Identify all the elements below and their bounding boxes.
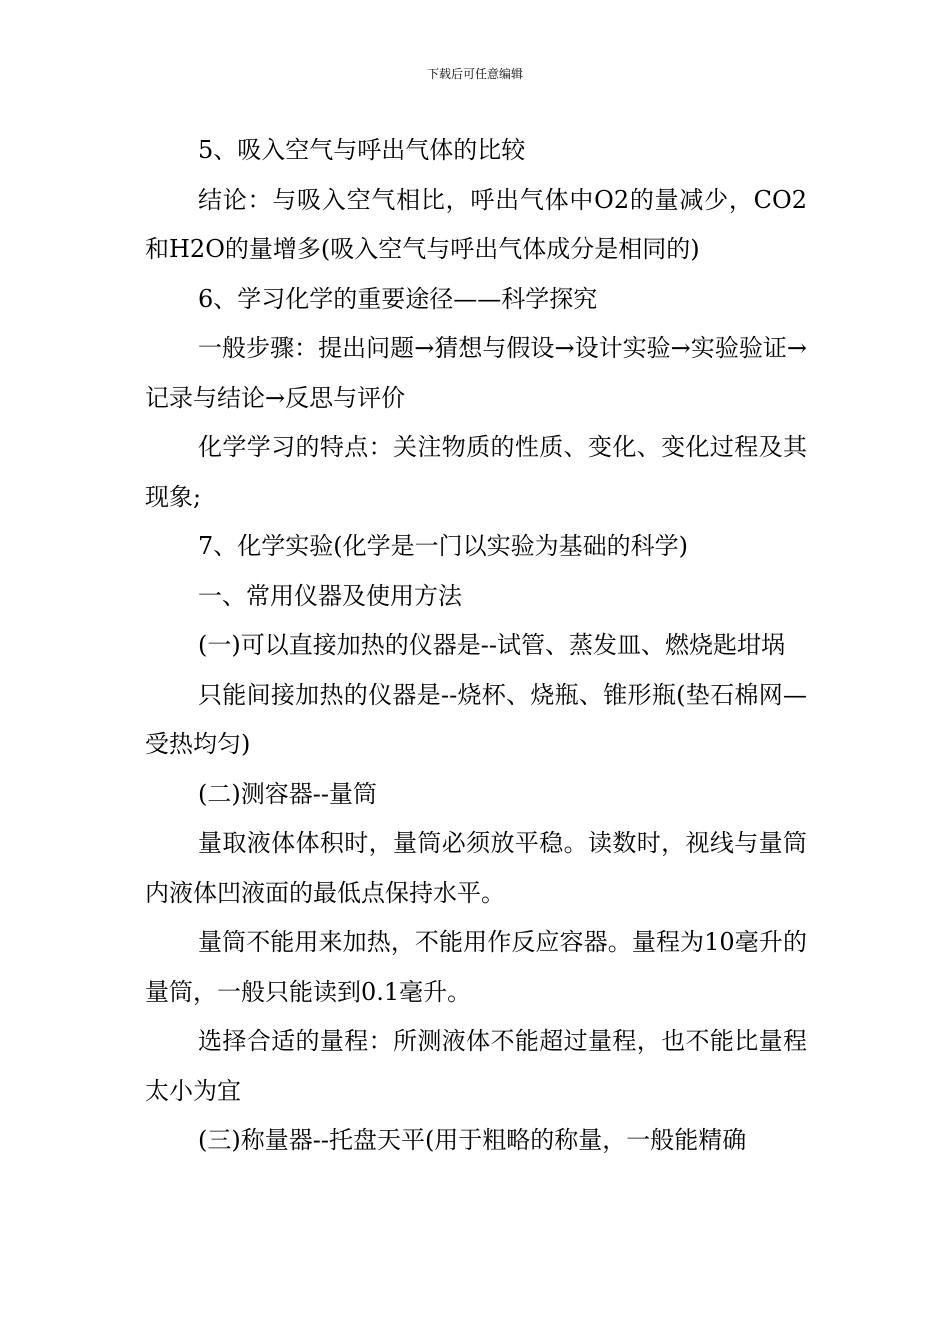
paragraph-2: 结论：与吸入空气相比，呼出气体中O2的量减少，CO2和H2O的量增多(吸入空气与呼出气体成分是相同的) (145, 185, 807, 263)
document-body (145, 126, 807, 1166)
paragraph-5: 化学学习的特点：关注物质的性质、变化、变化过程及其现象; (145, 433, 807, 511)
paragraph-9: 只能间接加热的仪器是--烧杯、烧瓶、锥形瓶(垫石棉网—受热均匀) (145, 680, 807, 758)
paragraph-6: 7、化学实验(化学是一门以实验为基础的科学) (198, 532, 688, 560)
paragraph-1: 5、吸入空气与呼出气体的比较 (198, 136, 526, 164)
paragraph-7: 一、常用仪器及使用方法 (198, 581, 462, 610)
paragraph-3: 6、学习化学的重要途径——科学探究 (198, 284, 598, 313)
paragraph-10: (二)测容器--量筒 (198, 779, 377, 808)
paragraph-8: (一)可以直接加热的仪器是--试管、蒸发皿、燃烧匙坩埚 (198, 631, 785, 659)
page-header: 下载后可任意编辑 (426, 67, 523, 81)
paragraph-14: (三)称量器--托盘天平(用于粗略的称量，一般能精确 (198, 1126, 747, 1154)
paragraph-13: 选择合适的量程：所测液体不能超过量程，也不能比量程太小为宜 (145, 1027, 807, 1105)
paragraph-11: 量取液体体积时，量筒必须放平稳。读数时，视线与量筒内液体凹液面的最低点保持水平。 (145, 829, 807, 907)
paragraph-12: 量筒不能用来加热，不能用作反应容器。量程为10毫升的量筒，一般只能读到0.1毫升。 (145, 928, 807, 1006)
paragraph-4: 一般步骤：提出问题→猜想与假设→设计实验→实验验证→记录与结论→反思与评价 (145, 334, 807, 412)
